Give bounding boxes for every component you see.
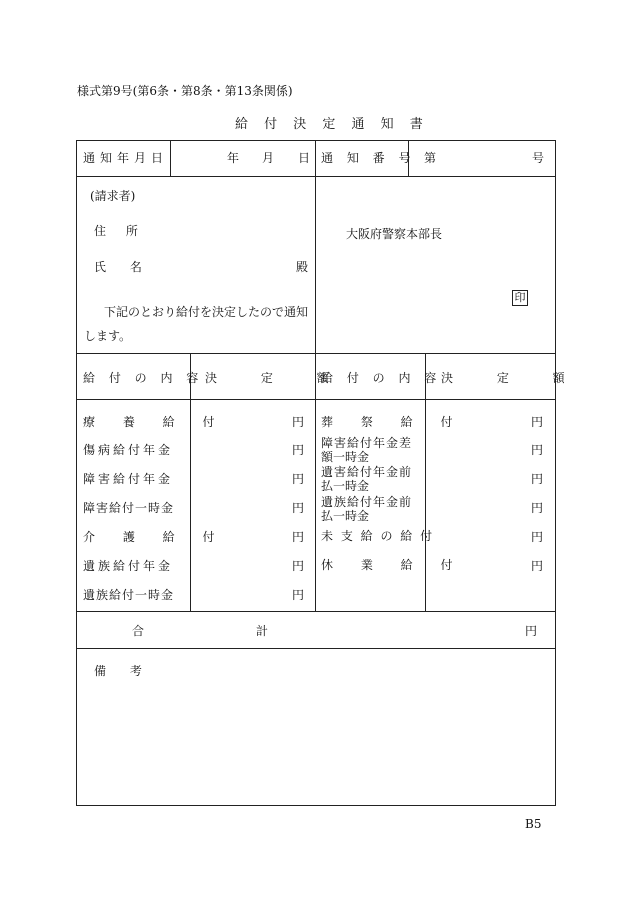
total-label-b: 計	[256, 624, 269, 638]
yen-unit: 円	[531, 530, 544, 544]
total-label-a: 合	[132, 624, 145, 638]
list-item: 障害給付年金差	[321, 436, 413, 450]
form-title: 給 付 決 定 通 知 書	[235, 117, 429, 132]
yen-unit: 円	[531, 472, 544, 486]
issuer-name: 大阪府警察本部長	[346, 227, 443, 241]
column-amount-left: 決 定 額	[205, 371, 349, 385]
number-prefix: 第	[424, 151, 437, 165]
seal-mark: 印	[512, 290, 528, 306]
list-item: 遺害給付年金前	[321, 465, 413, 479]
notice-text-line2: します。	[84, 329, 132, 343]
list-item: 休 業 給 付	[321, 558, 465, 572]
yen-unit: 円	[531, 559, 544, 573]
list-item: 遺族給付一時金	[83, 588, 175, 602]
notice-text-line1: 下記のとおり給付を決定したので通知	[104, 305, 309, 319]
yen-unit: 円	[292, 443, 305, 457]
list-item: 遺族給付年金	[83, 559, 174, 573]
yen-unit: 円	[292, 501, 305, 515]
yen-unit: 円	[292, 415, 305, 429]
list-item: 未 支 給 の 給 付	[321, 529, 435, 543]
list-item: 障害給付一時金	[83, 501, 175, 515]
yen-unit: 円	[292, 559, 305, 573]
yen-unit: 円	[531, 415, 544, 429]
total-unit: 円	[525, 624, 538, 638]
month-label: 月	[262, 151, 275, 165]
notice-date-label: 通知年月日	[83, 151, 169, 165]
list-item: 遺族給付年金前	[321, 495, 413, 509]
form-label: 様式第9号(第6条・第8条・第13条関係)	[77, 84, 293, 98]
address-label: 住 所	[94, 224, 146, 238]
list-item: 療 養 給 付	[83, 415, 227, 429]
list-item-cont: 額一時金	[321, 450, 370, 464]
remarks-label: 備 考	[94, 664, 152, 678]
list-item-cont: 払一時金	[321, 509, 370, 523]
column-amount-right: 決 定 額	[441, 371, 585, 385]
list-item: 障害給付年金	[83, 472, 174, 486]
number-suffix: 号	[532, 151, 545, 165]
yen-unit: 円	[531, 443, 544, 457]
yen-unit: 円	[292, 472, 305, 486]
yen-unit: 円	[292, 588, 305, 602]
list-item: 葬 祭 給 付	[321, 415, 465, 429]
honorific: 殿	[296, 260, 309, 274]
paper-size-label: B5	[525, 817, 542, 831]
yen-unit: 円	[292, 530, 305, 544]
name-label: 氏 名	[94, 260, 152, 274]
claimant-heading: (請求者)	[90, 189, 136, 203]
list-item: 傷病給付年金	[83, 443, 174, 457]
day-label: 日	[298, 151, 311, 165]
list-item-cont: 払一時金	[321, 479, 370, 493]
list-item: 介 護 給 付	[83, 530, 227, 544]
column-content-right: 給 付 の 内 容	[321, 371, 442, 385]
year-label: 年	[227, 151, 240, 165]
column-content-left: 給 付 の 内 容	[83, 371, 204, 385]
notice-number-label: 通 知 番 号	[321, 151, 416, 165]
yen-unit: 円	[531, 501, 544, 515]
